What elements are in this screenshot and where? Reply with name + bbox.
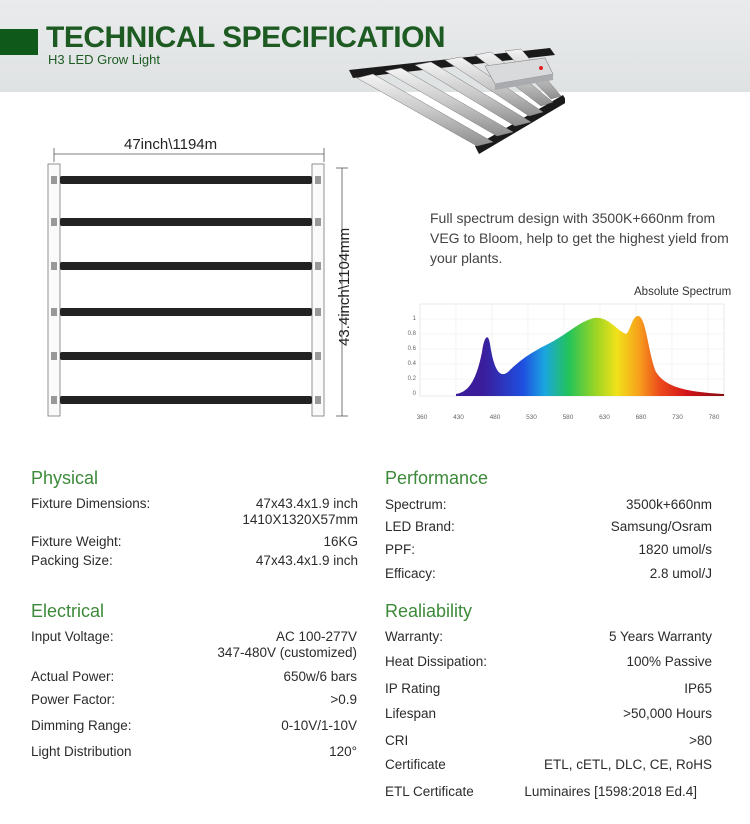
reliability-title: Realiability — [385, 601, 473, 621]
spec-value-line: 347-480V (customized) — [217, 645, 357, 660]
performance-title: Performance — [385, 468, 489, 488]
page-subtitle: H3 LED Grow Light — [48, 52, 160, 67]
spec-label: CRI — [385, 733, 409, 748]
spec-value-line: AC 100-277V — [275, 629, 357, 644]
spec-value: ETL, cETL, DLC, CE, RoHS — [543, 757, 712, 772]
spec-value: >50,000 Hours — [623, 706, 712, 721]
spec-label: LED Brand: — [385, 519, 455, 534]
electrical-section — [31, 601, 361, 759]
height-dimension-label: 43.4inch\1104mm — [336, 227, 353, 346]
spec-value: Samsung/Osram — [610, 519, 712, 534]
spectrum-x-tick: 360 — [416, 414, 428, 421]
spec-label: Warranty: — [385, 629, 444, 644]
spec-value: 0-10V/1-10V — [281, 718, 357, 733]
spectrum-x-tick: 630 — [599, 414, 610, 421]
spectrum-description: Full spectrum design with 3500K+660nm from VEG to Bloom, help to get the highest yield from your plants. — [430, 210, 729, 266]
spectrum-graph — [398, 282, 738, 427]
spec-value: 100% Passive — [626, 654, 712, 669]
spec-value: 16KG — [323, 534, 358, 549]
spec-label: Fixture Weight: — [31, 534, 122, 549]
spec-value: 5 Years Warranty — [608, 629, 712, 644]
fixture-bars — [60, 176, 312, 404]
spectrum-y-tick: 0 — [412, 391, 416, 397]
spectrum-x-tick: 730 — [672, 414, 683, 421]
spec-value: IP65 — [684, 681, 712, 696]
spec-value — [217, 629, 357, 661]
spec-label: Spectrum: — [385, 497, 447, 512]
spec-value: 650w/6 bars — [283, 669, 357, 684]
spectrum-x-tick: 680 — [635, 414, 647, 421]
spectrum-y-tick: 0.8 — [407, 331, 416, 337]
spectrum-y-tick: 1 — [412, 316, 416, 322]
spec-label: Lifespan — [385, 706, 437, 721]
spec-value-line: 1410X1320X57mm — [242, 512, 358, 527]
spec-label: Light Distribution — [31, 744, 132, 759]
page-title: TECHNICAL SPECIFICATION — [46, 21, 446, 54]
spec-value: >0.9 — [330, 692, 357, 707]
spec-label: Actual Power: — [31, 669, 115, 684]
spectrum-x-tick: 580 — [562, 414, 574, 421]
spec-label: Certificate — [385, 757, 446, 772]
header-accent-bar — [0, 29, 38, 55]
spec-value: >80 — [689, 733, 712, 748]
spec-label: Efficacy: — [385, 566, 436, 581]
electrical-title: Electrical — [31, 601, 105, 621]
spectrum-x-tick: 530 — [526, 414, 537, 421]
spec-value: 47x43.4x1.9 inch — [255, 553, 358, 568]
spectrum-x-tick: 480 — [489, 414, 501, 421]
spec-label: Heat Dissipation: — [385, 654, 488, 669]
spec-label: Power Factor: — [31, 692, 116, 707]
spectrum-chart — [398, 282, 738, 427]
spec-label: PPF: — [385, 542, 416, 557]
width-dimension-label: 47inch\1194m — [124, 136, 218, 153]
physical-title: Physical — [31, 468, 99, 488]
spec-value-line: 47x43.4x1.9 inch — [255, 496, 358, 511]
fixture-outline — [40, 130, 380, 430]
physical-section — [31, 468, 361, 568]
spectrum-x-tick: 430 — [453, 414, 464, 421]
spec-value — [242, 496, 358, 528]
spec-label: Packing Size: — [31, 553, 113, 568]
performance-section — [385, 468, 715, 581]
spec-label: ETL Certificate — [385, 784, 474, 799]
spec-label: IP Rating — [385, 681, 441, 696]
spectrum-y-tick: 0.6 — [407, 346, 416, 352]
spec-value: 120° — [329, 744, 357, 759]
spec-label: Dimming Range: — [31, 718, 132, 733]
spec-value: 3500k+660nm — [626, 497, 712, 512]
spec-value: 1820 umol/s — [638, 542, 712, 557]
spectrum-y-tick: 0.4 — [407, 361, 416, 367]
spec-label: Fixture Dimensions: — [31, 496, 151, 511]
spectrum-x-tick: 780 — [708, 414, 720, 421]
reliability-section — [385, 601, 715, 799]
spec-value: Luminaires [1598:2018 Ed.4] — [524, 784, 697, 799]
fixture-dimension-drawing — [40, 130, 380, 430]
spec-value: 2.8 umol/J — [649, 566, 712, 581]
spectrum-title: Absolute Spectrum — [634, 286, 732, 298]
spec-label: Input Voltage: — [31, 629, 114, 644]
spectrum-y-tick: 0.2 — [407, 376, 416, 382]
